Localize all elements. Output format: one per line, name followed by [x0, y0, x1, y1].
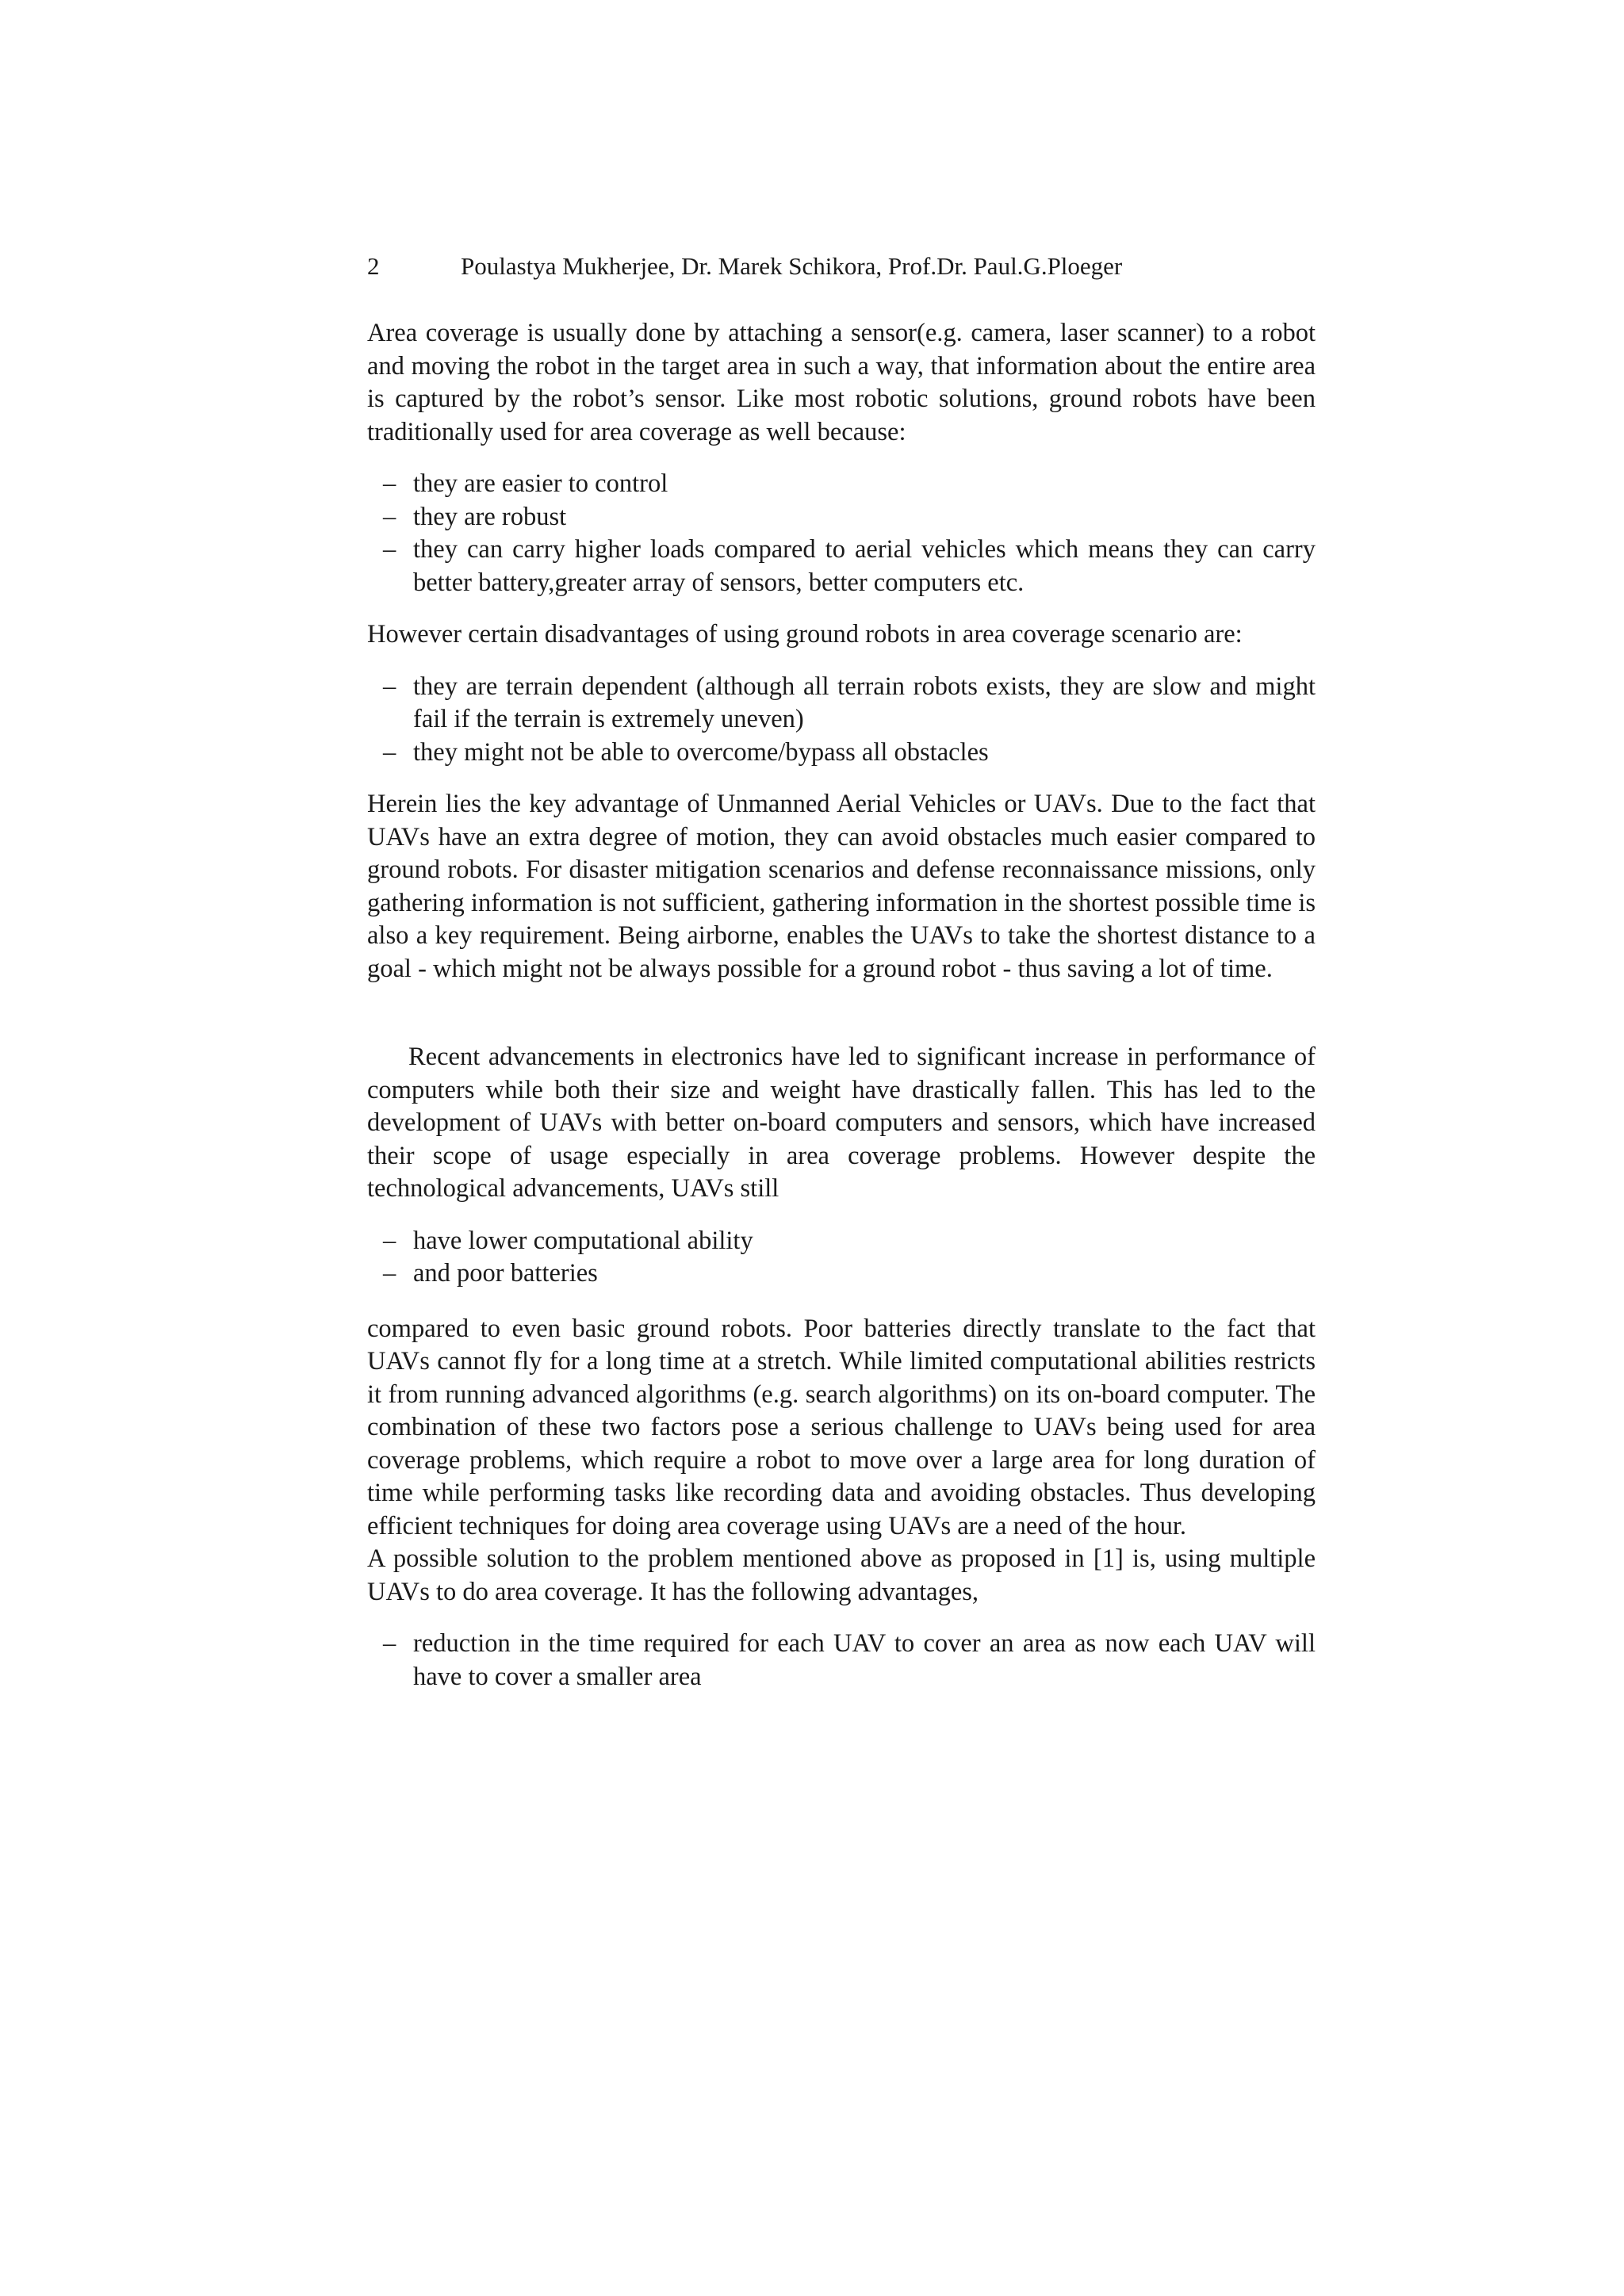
bullet-dash: –	[383, 737, 396, 767]
bullet-dash: –	[383, 469, 396, 498]
list-multi-uav-advantages	[367, 1628, 1316, 1693]
bullet-dash: –	[383, 1259, 396, 1288]
paragraph-area-coverage: Area coverage is usually done by attaching a sensor(e.g. camera, laser scanner) to a robot and moving the robot in the target area in such a way, that information about the entire area is captured by the robot’s sensor. Like most robotic solutions, ground robots have been traditionally used for area coverage as well because:	[367, 319, 1316, 446]
page-number: 2	[367, 252, 380, 280]
paragraph-disadvantages-intro: However certain disadvantages of using ground robots in area coverage scenario are:	[367, 620, 1243, 649]
paragraph-poor-batteries: compared to even basic ground robots. Poor batteries directly translate to the fact that UAVs cannot fly for a long time at a stretch. While limited computational abilities restricts it from running advanced algorithms (e.g. search algorithms) on its on-board computer. The combination of these two factors pose a serious challenge to UAVs being used for area coverage problems, which require a robot to move over a large area for long duration of time while performing tasks like recording data and avoiding obstacles. Thus developing efficient techniques for doing area coverage using UAVs are a need of the hour.	[367, 1314, 1316, 1540]
list-item	[367, 1225, 1316, 1258]
list-item-text: have lower computational ability	[413, 1226, 753, 1255]
running-header-authors: Poulastya Mukherjee, Dr. Marek Schikora, Prof.Dr. Paul.G.Ploeger	[461, 252, 1123, 280]
list-uav-limitations	[367, 1225, 1316, 1291]
paragraph-recent-advancements: Recent advancements in electronics have led to significant increase in performance of computers while both their size and weight have drastically fallen. This has led to the development of UAVs with better on-board computers and sensors, which have increased their scope of usage especially in area coverage problems. However despite the technological advancements, UAVs still	[367, 1043, 1316, 1203]
bullet-dash: –	[383, 672, 396, 701]
list-item-text: they are easier to control	[413, 469, 668, 498]
list-item	[367, 501, 1316, 534]
list-item-text: and poor batteries	[413, 1259, 598, 1288]
list-item-text: they might not be able to overcome/bypass all obstacles	[413, 737, 989, 767]
running-header	[367, 247, 1316, 285]
list-item-text: they are robust	[413, 502, 567, 531]
list-ground-robot-disadvantages	[367, 671, 1316, 770]
list-item-text: they are terrain dependent (although all terrain robots exists, they are slow and might fail if the terrain is extremely uneven)	[413, 672, 1316, 733]
bullet-dash: –	[383, 535, 396, 564]
list-item-text: they can carry higher loads compared to aerial vehicles which means they can carry better battery,greater array of sensors, better computers etc.	[413, 535, 1316, 597]
list-item	[367, 737, 1316, 770]
list-item	[367, 534, 1316, 599]
paper-page	[367, 247, 1316, 1693]
list-item	[367, 1628, 1316, 1693]
list-item	[367, 671, 1316, 737]
list-item-text: reduction in the time required for each UAV to cover an area as now each UAV will have to cover a smaller area	[413, 1629, 1316, 1691]
list-item	[367, 1257, 1316, 1291]
bullet-dash: –	[383, 1226, 396, 1255]
list-ground-robot-advantages	[367, 468, 1316, 599]
paragraph-possible-solution: A possible solution to the problem mentioned above as proposed in [1] is, using multiple UAVs to do area coverage. It has the following advantages,	[367, 1544, 1316, 1606]
paragraph-uav-advantage: Herein lies the key advantage of Unmanned Aerial Vehicles or UAVs. Due to the fact that UAVs have an extra degree of motion, they can avoid obstacles much easier compared to ground robots. For disaster mitigation scenarios and defense reconnaissance missions, only gathering information is not sufficient, gathering information in the shortest possible time is also a key requirement. Being airborne, enables the UAVs to take the shortest distance to a goal - which might not be always possible for a ground robot - thus saving a lot of time.	[367, 790, 1316, 983]
bullet-dash: –	[383, 502, 396, 531]
bullet-dash: –	[383, 1629, 396, 1658]
list-item	[367, 468, 1316, 501]
